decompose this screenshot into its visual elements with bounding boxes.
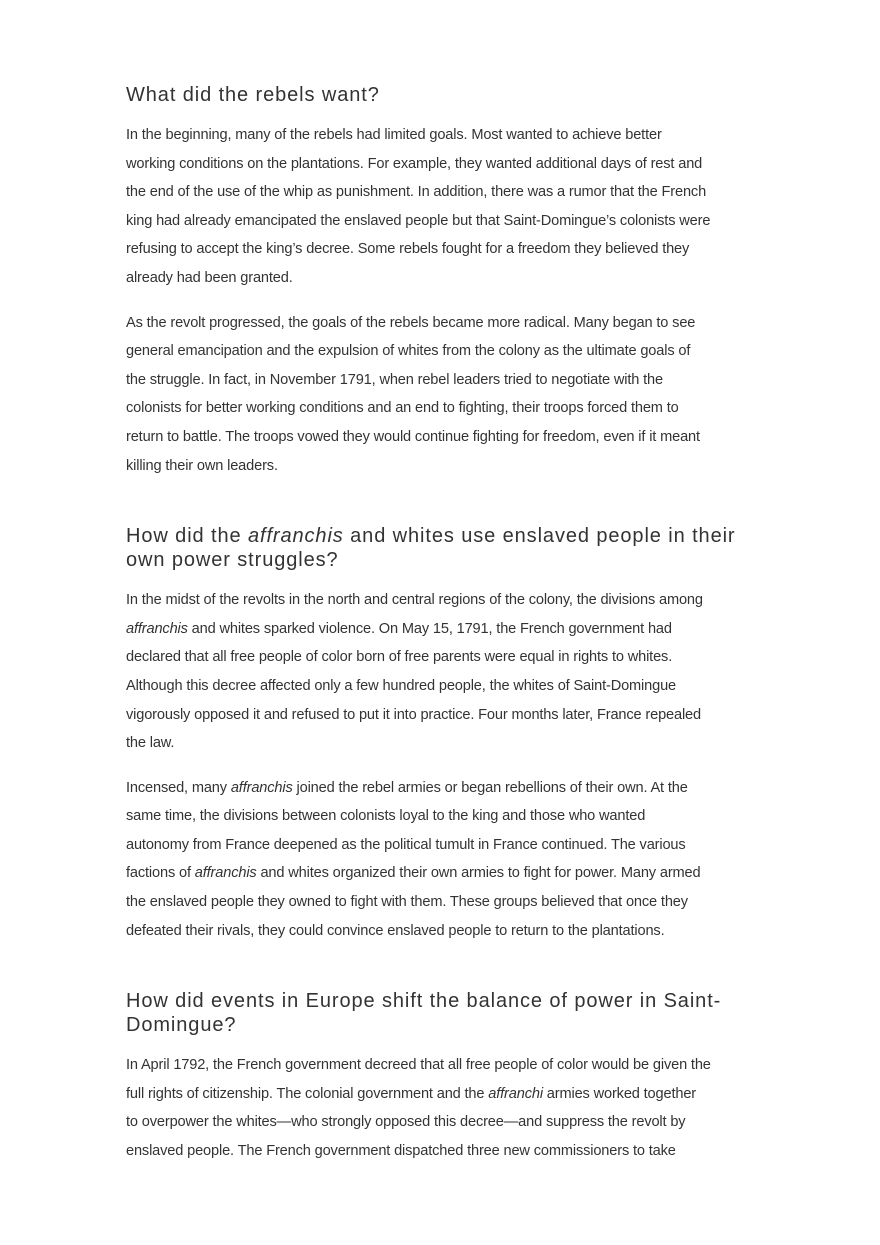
text-line: [126, 1051, 766, 1080]
text-line: [126, 802, 766, 831]
text-line: [126, 643, 766, 672]
text-run: declared that all free people of color born of free parents were equal in rights to whites.: [126, 649, 673, 666]
text-run: How did the: [126, 525, 248, 548]
text-run: joined the rebel armies or began rebellions of their own. At the: [292, 779, 688, 796]
italic-term: affranchis: [126, 620, 188, 637]
text-run: In the beginning, many of the rebels had limited goals. Most wanted to achieve better: [126, 127, 662, 143]
section-heading: [126, 83, 766, 107]
text-run: In April 1792, the French government decreed that all free people of color would be given the: [126, 1057, 711, 1074]
text-line: [126, 1080, 766, 1109]
body-paragraph: [126, 586, 766, 758]
text-run: How did events in Europe shift the balance of power in Saint-: [126, 990, 722, 1013]
text-line: [126, 1137, 766, 1166]
text-line: [126, 917, 766, 946]
text-run: factions of: [126, 865, 195, 882]
text-run: return to battle. The troops vowed they would continue fighting for freedom, even if it meant: [126, 428, 700, 445]
text-line: [126, 615, 766, 644]
text-run: In the midst of the revolts in the north and central regions of the colony, the divisions among: [126, 592, 703, 609]
text-run: Although this decree affected only a few hundred people, the whites of Saint-Domingue: [126, 677, 677, 694]
text-run: the law.: [126, 735, 175, 752]
text-line: [126, 524, 766, 548]
body-paragraph: [126, 1051, 766, 1165]
text-line: [126, 729, 766, 758]
text-run: same time, the divisions between colonists loyal to the king and those who wanted: [126, 808, 646, 825]
italic-term: affranchis: [247, 525, 344, 548]
text-line: [126, 337, 766, 366]
text-line: [126, 394, 766, 423]
italic-term: affranchi: [488, 1085, 543, 1102]
text-line: [126, 701, 766, 730]
text-line: [126, 366, 766, 395]
text-line: [126, 235, 766, 264]
text-line: [126, 672, 766, 701]
text-line: [126, 150, 766, 179]
text-run: and whites sparked violence. On May 15, 1791, the French government had: [187, 620, 672, 637]
text-line: [126, 1108, 766, 1137]
text-run: refusing to accept the king’s decree. Some rebels fought for a freedom they believed they: [126, 241, 690, 258]
text-line: [126, 859, 766, 888]
text-run: and whites use enslaved people in their: [343, 525, 736, 548]
text-run: own power struggles?: [126, 549, 339, 572]
document-page: [126, 83, 766, 1182]
text-line: [126, 83, 766, 107]
body-paragraph: [126, 774, 766, 946]
text-line: [126, 207, 766, 236]
text-run: As the revolt progressed, the goals of the rebels became more radical. Many began to see: [126, 314, 696, 331]
text-run: autonomy from France deepened as the political tumult in France continued. The various: [126, 836, 686, 853]
text-run: to overpower the whites—who strongly opposed this decree—and suppress the revolt by: [126, 1114, 686, 1131]
text-line: [126, 121, 766, 150]
text-line: [126, 989, 766, 1013]
text-line: [126, 1013, 766, 1037]
text-line: [126, 178, 766, 207]
text-run: the struggle. In fact, in November 1791, when rebel leaders tried to negotiate with the: [126, 371, 663, 388]
text-line: [126, 452, 766, 481]
section-heading: [126, 989, 766, 1037]
text-line: [126, 309, 766, 338]
text-run: the end of the use of the whip as punishment. In addition, there was a rumor that the French: [126, 184, 707, 201]
text-run: Domingue?: [126, 1014, 237, 1037]
text-line: [126, 774, 766, 803]
text-line: [126, 888, 766, 917]
italic-term: affranchis: [194, 865, 257, 882]
text-line: [126, 264, 766, 293]
text-run: working conditions on the plantations. For example, they wanted additional days of rest and: [126, 155, 703, 172]
italic-term: affranchis: [230, 779, 293, 796]
section-heading: [126, 524, 766, 572]
text-line: [126, 423, 766, 452]
text-run: already had been granted.: [126, 269, 293, 286]
text-run: What did the rebels want?: [126, 84, 380, 106]
text-run: the enslaved people they owned to fight with them. These groups believed that once they: [126, 894, 688, 911]
text-run: king had already emancipated the enslaved people but that Saint-Domingue’s colonists were: [126, 212, 711, 229]
text-run: Incensed, many: [126, 779, 231, 796]
text-line: [126, 548, 766, 572]
body-paragraph: [126, 121, 766, 293]
text-run: killing their own leaders.: [126, 457, 278, 474]
text-run: vigorously opposed it and refused to put it into practice. Four months later, France repealed: [126, 706, 701, 723]
text-line: [126, 586, 766, 615]
text-run: and whites organized their own armies to fight for power. Many armed: [256, 865, 701, 882]
text-line: [126, 831, 766, 860]
text-run: armies worked together: [542, 1085, 697, 1102]
text-run: defeated their rivals, they could convince enslaved people to return to the plantations.: [126, 922, 665, 939]
text-run: enslaved people. The French government dispatched three new commissioners to take: [126, 1143, 676, 1160]
body-paragraph: [126, 309, 766, 481]
text-run: full rights of citizenship. The colonial government and the: [126, 1085, 489, 1102]
text-run: general emancipation and the expulsion of whites from the colony as the ultimate goals of: [126, 343, 691, 360]
text-run: colonists for better working conditions and an end to fighting, their troops forced them to: [126, 400, 679, 417]
